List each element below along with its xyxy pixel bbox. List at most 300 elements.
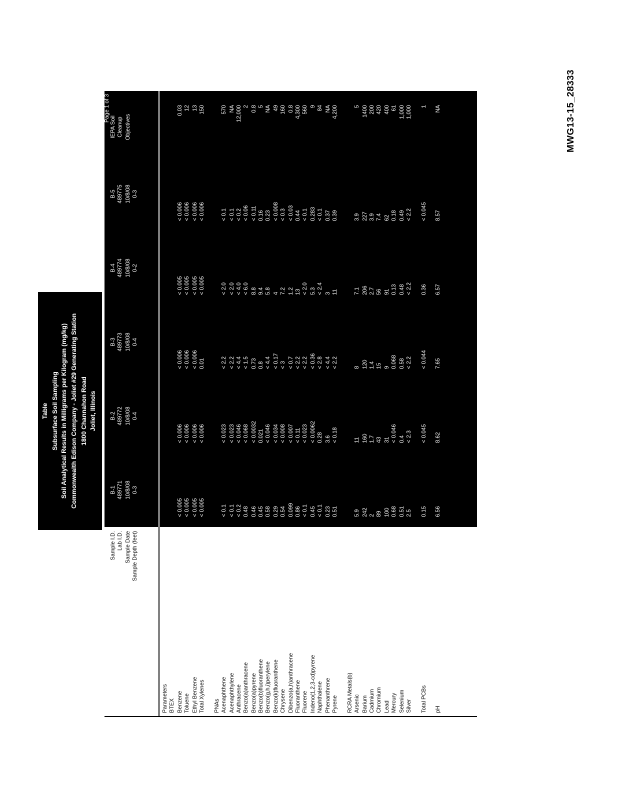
table-row	[391, 91, 398, 527]
result-cell: 0.16	[258, 210, 265, 221]
table-row	[273, 91, 280, 527]
result-cell: < 0.044	[420, 350, 427, 369]
result-cell: 5.3	[309, 287, 316, 295]
title-banner	[38, 292, 102, 530]
objective-cell	[413, 97, 420, 157]
parameter-label: RCRA Metals(b)	[346, 672, 353, 713]
sample-header-lab: 489774	[117, 258, 124, 278]
objective-cell: 12,000	[235, 105, 242, 123]
parameter-label: Chrysene	[280, 689, 287, 713]
result-cell: 11	[331, 289, 338, 295]
bates-number: MWG13-15_28333	[565, 69, 577, 153]
result-cell: < 2.2	[331, 356, 338, 369]
result-cell	[214, 453, 221, 527]
objective-cell: 0.8	[250, 105, 257, 113]
result-cell: 100	[383, 507, 390, 517]
table-row	[332, 91, 339, 527]
table-row	[162, 91, 169, 527]
table-row	[421, 91, 428, 527]
parameter-label: Acenaphthylene	[228, 672, 235, 713]
result-cell: < 0.2	[235, 504, 242, 517]
result-cell: < 0.36	[309, 353, 316, 369]
parameter-label: Benzo(a)anthracene	[243, 662, 250, 713]
parameter-label: Cadmium	[368, 689, 375, 713]
result-cell	[206, 305, 213, 379]
result-cell: 0.23	[324, 506, 331, 517]
result-cell: < 0.046	[235, 424, 242, 443]
result-cell: 0.48	[398, 284, 405, 295]
result-cell: < 0.006	[198, 202, 205, 221]
result-cell: 31	[383, 436, 390, 443]
result-cell	[347, 305, 354, 379]
result-cell: 3.9	[354, 213, 361, 221]
result-cell	[339, 453, 346, 527]
result-cell: 6.57	[435, 284, 442, 295]
objective-cell	[339, 97, 346, 157]
parameter-label: Fluoranthene	[295, 680, 302, 713]
parameter-label: Fluorene	[302, 690, 309, 713]
table-row	[325, 91, 332, 527]
result-cell	[347, 453, 354, 527]
result-cell: 206	[361, 285, 368, 295]
objective-cell: 61	[391, 105, 398, 112]
table-row	[236, 91, 243, 527]
result-cell: 1.4	[368, 361, 375, 369]
result-cell: 0.15	[420, 506, 427, 517]
result-cell: < 0.006	[191, 202, 198, 221]
result-cell	[339, 231, 346, 305]
objective-cell	[214, 97, 221, 157]
result-cell	[169, 453, 176, 527]
parameter-label: Benzo(b)fluoranthene	[258, 659, 265, 713]
objective-cell: 420	[376, 105, 383, 115]
result-cell: < 0.1	[221, 208, 228, 221]
result-cell	[214, 231, 221, 305]
result-cell: < 0.005	[191, 276, 198, 295]
table-row	[310, 91, 317, 527]
table-row	[214, 91, 221, 527]
results-table	[104, 91, 477, 717]
result-cell: 0.68	[391, 506, 398, 517]
objective-cell: 0.03	[176, 105, 183, 116]
parameter-label: Mercury	[391, 692, 398, 713]
result-cell: < 0.023	[228, 424, 235, 443]
table-row	[302, 91, 309, 527]
parameter-label: Toluene	[184, 693, 191, 713]
result-cell: 91	[383, 288, 390, 295]
parameter-label: pH	[435, 705, 442, 713]
objective-cell: 5	[258, 105, 265, 109]
sample-header-depth: 0-3	[132, 485, 139, 495]
result-cell: < 4.4	[265, 356, 272, 369]
objective-header-line: IEPA Soil	[110, 115, 116, 139]
parameter-label: PNAs	[213, 698, 220, 713]
objective-cell: NA	[324, 105, 331, 113]
result-cell: < 2.2	[295, 356, 302, 369]
result-cell: 0.36	[420, 284, 427, 295]
result-cell: 9	[383, 365, 390, 369]
table-row	[251, 91, 258, 527]
objective-cell: 5	[354, 105, 361, 109]
sample-header-date: 10/8/08	[124, 480, 131, 500]
result-cell: < 0.008	[272, 202, 279, 221]
sample-header-id: B-2	[110, 411, 116, 421]
result-cell: < 0.008	[280, 424, 287, 443]
result-cell: 0.45	[309, 506, 316, 517]
result-cell	[214, 157, 221, 231]
result-cell: 242	[361, 507, 368, 517]
result-cell: 3	[324, 291, 331, 295]
results-table-content	[104, 91, 477, 717]
data-column-block	[104, 91, 477, 527]
table-row	[177, 91, 184, 527]
result-cell: 8.57	[435, 210, 442, 221]
result-cell: < 0.1	[228, 208, 235, 221]
objective-cell: 0.8	[287, 105, 294, 113]
objective-cell: 1	[420, 105, 427, 109]
result-cell: < 0.11	[250, 205, 257, 221]
objective-cell	[428, 97, 435, 157]
result-cell: < 0.005	[191, 498, 198, 517]
result-cell: 5.8	[265, 287, 272, 295]
result-cell: < 0.007	[287, 424, 294, 443]
objective-cell: 1,000	[405, 105, 412, 119]
parameter-label: Chromium	[376, 687, 383, 713]
objective-cell: 84	[317, 105, 324, 112]
result-cell	[428, 305, 435, 379]
sample-header-depth: 0-4	[132, 337, 139, 347]
result-cell	[428, 231, 435, 305]
result-cell: 8.8	[250, 287, 257, 295]
sample-header-depth: 0-3	[132, 189, 139, 199]
parameter-label: Total Xylenes	[198, 679, 205, 713]
result-cell: 7.65	[435, 358, 442, 369]
result-cell: < 2.2	[302, 356, 309, 369]
table-row	[258, 91, 265, 527]
result-cell: < 0.006	[176, 424, 183, 443]
objective-cell: 2	[243, 105, 250, 109]
result-cell: < 0.046	[391, 424, 398, 443]
result-cell: 120	[361, 359, 368, 369]
result-cell: < 0.11	[295, 427, 302, 443]
result-cell: < 6.0	[243, 282, 250, 295]
result-cell: < 0.18	[331, 427, 338, 443]
result-cell: 3.6	[324, 435, 331, 443]
table-row	[339, 91, 346, 527]
result-cell: 0.45	[258, 506, 265, 517]
objective-header	[110, 97, 158, 157]
result-cell: 0.28	[317, 432, 324, 443]
result-cell: < 0.06	[243, 205, 250, 221]
objective-cell: 4,300	[295, 105, 302, 119]
result-cell	[169, 231, 176, 305]
table-row	[435, 91, 442, 527]
table-row	[347, 91, 354, 527]
result-cell	[162, 379, 169, 453]
objective-cell: NA	[228, 105, 235, 113]
sample-header	[110, 453, 158, 527]
result-cell: < 0.023	[221, 424, 228, 443]
result-cell: < 0.005	[176, 498, 183, 517]
result-cell: 1.7	[368, 435, 375, 443]
objective-cell: 12	[184, 105, 191, 112]
result-cell: < 0.1	[221, 504, 228, 517]
table-row	[280, 91, 287, 527]
result-cell: < 2.2	[221, 356, 228, 369]
objective-cell: 1,000	[398, 105, 405, 119]
result-cell: 2	[368, 513, 375, 517]
title-line: 1800 Channahon Road	[80, 376, 88, 446]
sample-header-id: B-5	[110, 189, 116, 199]
sample-header-date: 10/8/08	[124, 406, 131, 426]
result-cell: < 0.1	[317, 504, 324, 517]
result-cell: 0.58	[265, 506, 272, 517]
result-cell: < 0.0062	[309, 421, 316, 443]
result-cell: 0.23	[265, 210, 272, 221]
result-cell: < 2.0	[228, 282, 235, 295]
objective-cell: 1400	[361, 105, 368, 118]
result-cell: 0.37	[324, 210, 331, 221]
result-cell	[169, 157, 176, 231]
parameter-list	[159, 527, 443, 716]
result-cell	[339, 305, 346, 379]
parameter-label: Phenanthrene	[324, 677, 331, 713]
title-line: Joliet, Illinois	[90, 390, 98, 432]
result-cell	[413, 157, 420, 231]
result-cell: < 2.2	[405, 282, 412, 295]
result-cell: < 0.03	[287, 205, 294, 221]
result-cell: 56	[376, 288, 383, 295]
result-cell: 0.099	[287, 503, 294, 517]
result-cell	[347, 231, 354, 305]
sample-header-lab: 489772	[117, 406, 124, 426]
objective-cell	[347, 97, 354, 157]
table-row	[406, 91, 413, 527]
table-row	[362, 91, 369, 527]
header-labels	[104, 527, 158, 716]
result-cell: < 0.006	[176, 350, 183, 369]
objective-header-line: Cleanup	[117, 116, 124, 138]
result-cell: 0.54	[280, 506, 287, 517]
parameter-label: Dibenzo(a,h)anthracene	[287, 652, 294, 713]
parameter-label: Benzene	[176, 690, 183, 713]
result-cell: < 0.1	[302, 504, 309, 517]
sample-header	[110, 231, 158, 305]
result-cell: 227	[361, 211, 368, 221]
result-cell	[169, 305, 176, 379]
sample-header	[110, 305, 158, 379]
table-row	[169, 91, 176, 527]
result-cell: 8.62	[435, 432, 442, 443]
parameter-column	[104, 527, 477, 717]
result-cell: 5.9	[354, 509, 361, 517]
result-cell: < 0.005	[198, 498, 205, 517]
table-row	[229, 91, 236, 527]
objective-header-line: Objectives	[124, 113, 131, 141]
result-cell: 0.51	[398, 506, 405, 517]
result-cell: < 4.4	[235, 356, 242, 369]
result-cell: < 0.005	[184, 498, 191, 517]
result-cell: 7.1	[354, 287, 361, 295]
result-cell: 0.73	[250, 358, 257, 369]
result-cell: 8	[354, 365, 361, 369]
result-cell: < 0.1	[302, 208, 309, 221]
result-cell: 0.49	[398, 210, 405, 221]
parameter-label: Acenaphthene	[221, 676, 228, 713]
result-cell: 15	[376, 362, 383, 369]
result-cell: 0.58	[398, 358, 405, 369]
sample-header-lab: 489771	[117, 480, 124, 500]
result-cell: < 0.068	[243, 424, 250, 443]
objective-cell: 150	[198, 105, 205, 115]
result-cell: < 2.2	[228, 356, 235, 369]
result-cell: 0.46	[250, 506, 257, 517]
result-cell: 89	[376, 510, 383, 517]
result-cell	[162, 453, 169, 527]
result-cell: < 0.006	[184, 424, 191, 443]
table-row	[384, 91, 391, 527]
result-cell	[347, 379, 354, 453]
result-cell	[413, 305, 420, 379]
result-cell: 0.283	[309, 207, 316, 221]
result-cell: < 2.3	[405, 430, 412, 443]
result-cell: < 2.2	[405, 356, 412, 369]
result-cell: < 2.4	[317, 282, 324, 295]
title-text	[38, 292, 102, 530]
result-cell: 0.29	[272, 506, 279, 517]
bates-stamp	[561, 60, 581, 162]
result-cell: < 0.023	[302, 424, 309, 443]
table-row	[265, 91, 272, 527]
sample-headers	[104, 91, 158, 527]
result-cell: < 0.006	[191, 350, 198, 369]
parameter-label: Lead	[383, 700, 390, 713]
result-cell: 43	[376, 436, 383, 443]
parameter-label: Silver	[405, 699, 412, 713]
parameter-label: Ethyl Benzene	[191, 676, 198, 713]
result-cell	[339, 157, 346, 231]
result-cell	[413, 453, 420, 527]
header-label: Sample Date	[124, 531, 131, 564]
result-cell	[428, 157, 435, 231]
result-cell: 0.51	[331, 506, 338, 517]
parameter-label	[339, 527, 346, 716]
objective-cell: 400	[383, 105, 390, 115]
result-cell: < 2.8	[317, 356, 324, 369]
sample-header	[110, 157, 158, 231]
result-cell	[428, 379, 435, 453]
parameter-label: Benzo(k)fluoranthene	[272, 659, 279, 713]
result-cell: 62	[383, 214, 390, 221]
result-cell	[413, 379, 420, 453]
result-cell: < 0.045	[420, 424, 427, 443]
objective-cell	[169, 97, 176, 157]
parameter-label: Anthracene	[235, 684, 242, 713]
result-cell: 7.2	[280, 287, 287, 295]
result-cell: 6.56	[435, 506, 442, 517]
result-cell	[214, 379, 221, 453]
objective-cell	[162, 97, 169, 157]
table-row	[206, 91, 213, 527]
data-values	[159, 91, 443, 527]
result-cell	[206, 231, 213, 305]
table-row	[221, 91, 228, 527]
objective-cell: 13	[191, 105, 198, 112]
result-cell: < 0.1	[228, 504, 235, 517]
result-cell: 0.44	[295, 210, 302, 221]
result-cell: < 0.1	[317, 208, 324, 221]
objective-cell: NA	[265, 105, 272, 113]
result-cell: < 0.006	[191, 424, 198, 443]
objective-cell: 570	[221, 105, 228, 115]
table-row	[354, 91, 361, 527]
table-row	[288, 91, 295, 527]
result-cell: 0.068	[391, 355, 398, 369]
result-cell: < 4.4	[324, 356, 331, 369]
result-cell: < 0.006	[184, 202, 191, 221]
result-cell: < 0.006	[198, 424, 205, 443]
result-cell: 2.7	[368, 287, 375, 295]
parameter-label	[428, 527, 435, 716]
sample-header-depth: 0-4	[132, 411, 139, 421]
result-cell: < 4.0	[235, 282, 242, 295]
objective-cell: 160	[280, 105, 287, 115]
result-cell: < 0.005	[184, 276, 191, 295]
page-number: Page 1 of 3	[104, 94, 110, 123]
result-cell: < 0.034	[272, 424, 279, 443]
parameter-label	[413, 527, 420, 716]
title-line: Commonwealth Edison Company - Joliet #29 Generating Station	[71, 313, 78, 509]
sample-header-date: 10/8/08	[124, 258, 131, 278]
result-cell: 0.8	[258, 361, 265, 369]
parameter-label: Total PCBs	[420, 685, 427, 713]
parameter-label	[206, 527, 213, 716]
result-cell: 9.4	[258, 287, 265, 295]
parameter-label: Selenium	[398, 689, 405, 713]
result-cell: 4	[272, 291, 279, 295]
parameter-label: Barium	[361, 695, 368, 713]
result-cell	[206, 157, 213, 231]
table-row	[428, 91, 435, 527]
result-cell: < 0.0032	[250, 421, 257, 443]
header-label: Lab I.D.	[117, 531, 124, 551]
sample-header-depth: 0-2	[132, 263, 139, 273]
result-cell	[162, 305, 169, 379]
sample-header-lab: 489775	[117, 184, 124, 204]
title-line: Subsurface Soil Sampling	[51, 371, 59, 451]
result-cell: 13	[295, 288, 302, 295]
table-row	[199, 91, 206, 527]
result-cell	[413, 231, 420, 305]
parameter-label: Pyrene	[331, 695, 338, 713]
result-cell: < 0.046	[265, 424, 272, 443]
table-row	[399, 91, 406, 527]
result-cell: 2.5	[405, 509, 412, 517]
objective-cell	[206, 97, 213, 157]
result-cell: 0.01	[198, 358, 205, 369]
result-cell	[206, 453, 213, 527]
table-row	[184, 91, 191, 527]
result-cell: 0.021	[258, 429, 265, 443]
header-label: Sample Depth (feet)	[132, 531, 139, 582]
sample-header	[110, 379, 158, 453]
objective-cell: 9	[309, 105, 316, 109]
sample-header-date: 10/8/08	[124, 332, 131, 352]
title-line: Soil Analytical Results in Milligrams per Kilogram (mg/kg)	[61, 323, 69, 499]
result-cell: < 0.006	[184, 350, 191, 369]
sample-header-id: B-3	[110, 337, 116, 347]
result-cell	[428, 453, 435, 527]
